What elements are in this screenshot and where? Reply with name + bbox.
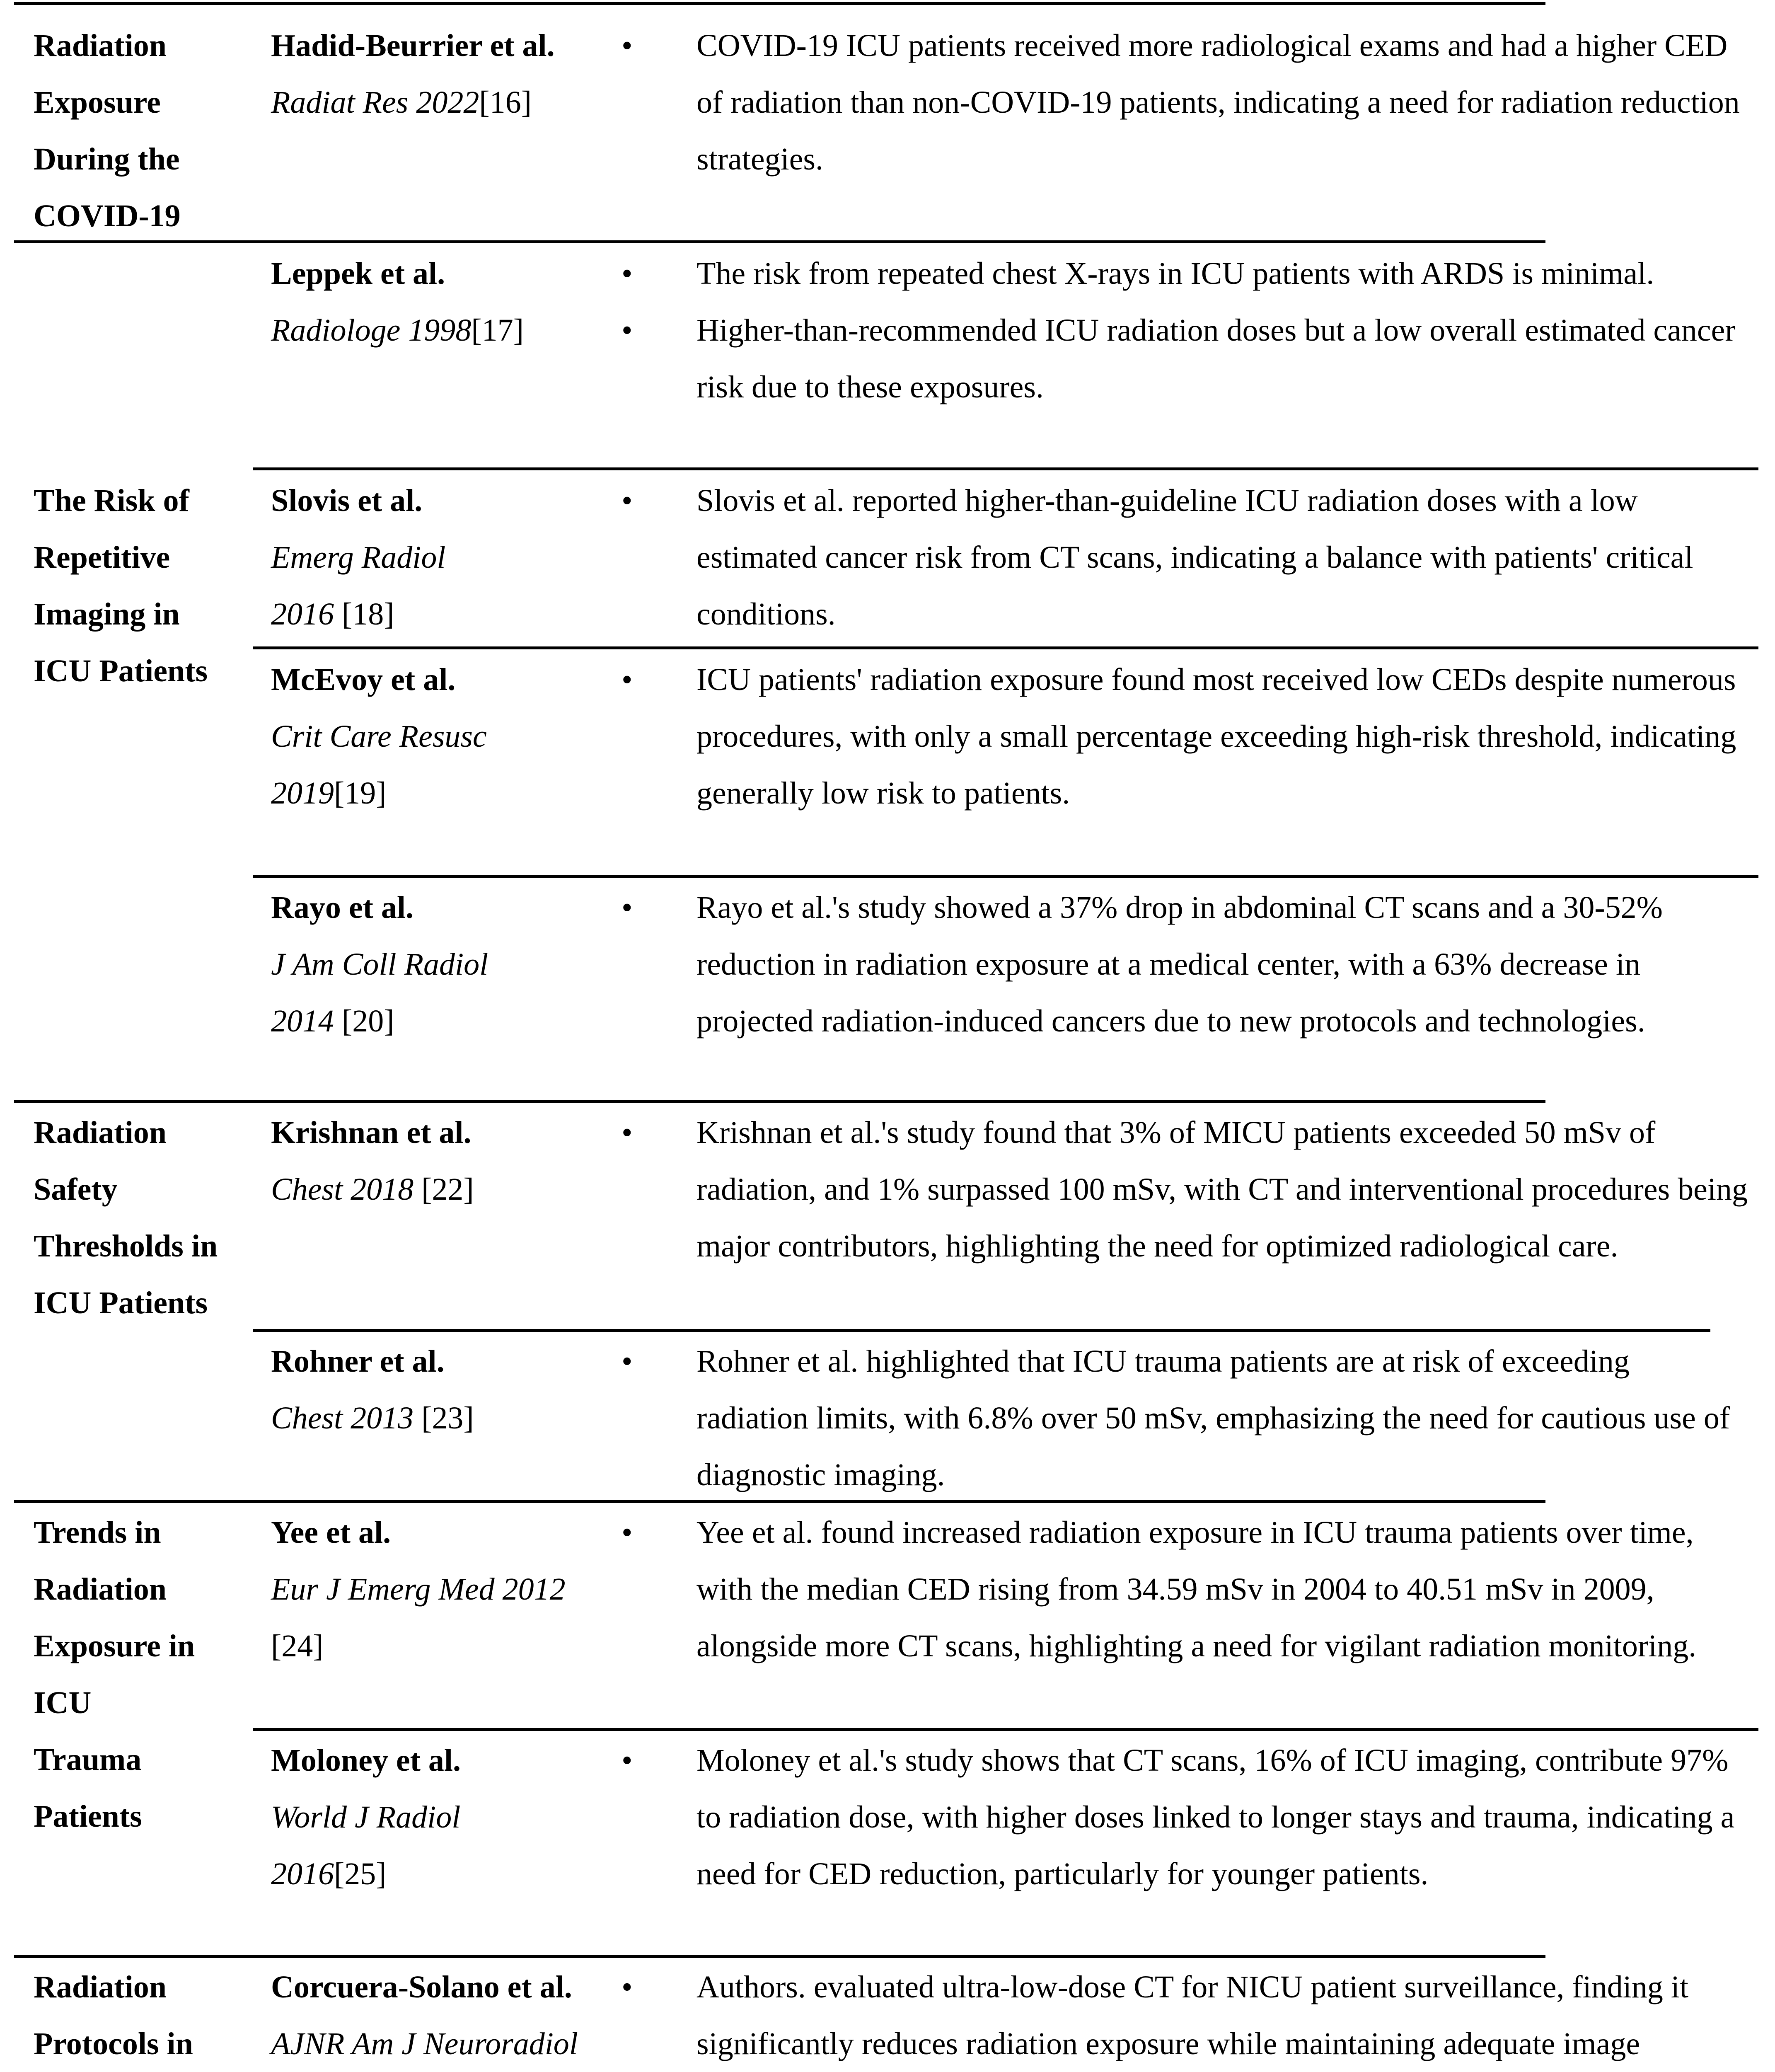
author-name: Leppek et al. [271,256,445,291]
citation-row-3 [271,651,561,822]
citation-row-7 [271,1504,602,1675]
journal-reference [271,1789,520,1903]
journal-title: Radiat Res 2022 [271,85,479,120]
reference-number: [23] [414,1401,474,1435]
author-name: Slovis et al. [271,483,423,518]
citation-row-8 [271,1732,520,1903]
bullet-icon: • [621,1115,633,1150]
bullet-icon: • [621,1743,633,1778]
findings-row-4 [621,879,1761,1050]
finding-item [621,1959,1699,2072]
journal-title: Chest 2013 [271,1401,414,1435]
findings-row-7 [621,1504,1699,1675]
finding-text: Authors. evaluated ultra-low-dose CT for NICU patient surveillance, finding it significantly reduces radiation exposure while maintaining adequate image [696,1970,1689,2061]
findings-row-3 [621,651,1748,822]
finding-item [621,879,1761,1050]
journal-title: Emerg Radiol 2016 [271,540,446,632]
finding-item [621,472,1748,643]
table-rule [14,240,1545,243]
table-rule [253,1728,1758,1731]
finding-item [621,651,1748,822]
findings-row-0 [621,17,1748,188]
reference-number: [17] [471,313,524,348]
journal-title: Radiologe 1998 [271,313,472,348]
topic-safety-thresholds: Radiation Safety Thresholds in ICU Patients [34,1115,218,1320]
author-name: McEvoy et al. [271,662,456,697]
bullet-icon: • [621,1344,633,1379]
bullet-icon: • [621,1970,633,2004]
journal-reference [271,1390,623,1447]
citation-row-2 [271,472,503,643]
finding-text: Moloney et al.'s study shows that CT scans, 16% of ICU imaging, contribute 97% to radiation dose, with higher doses linked to longer stays and trauma, indicating a need for CED reduction, particularly for younger patients. [696,1743,1735,1891]
finding-text: COVID-19 ICU patients received more radiological exams and had a higher CED of radiation than non-COVID-19 patients, indicating a need for radiation reduction strategies. [696,28,1740,177]
journal-reference [271,302,623,359]
bullet-icon: • [621,483,633,518]
journal-title: Eur J Emerg Med 2012 [271,1572,566,1607]
finding-text: Rohner et al. highlighted that ICU trauma patients are at risk of exceeding radiation limits, with 6.8% over 50 mSv, emphasizing the need for cautious use of diagnostic imaging. [696,1344,1730,1492]
findings-row-5 [621,1104,1748,1275]
bullet-icon: • [621,313,633,348]
citation-row-0 [271,17,623,131]
table-rule [253,646,1758,649]
table-rule [253,875,1758,878]
bullet-icon: • [621,890,633,925]
findings-row-9 [621,1959,1699,2072]
finding-item [621,1333,1748,1503]
author-name: Rohner et al. [271,1344,445,1379]
journal-title: Chest 2018 [271,1172,414,1207]
citation-row-5 [271,1104,623,1218]
table-rule-top [14,2,1545,5]
findings-row-1 [621,245,1748,416]
finding-item [621,17,1748,188]
reference-number: [19] [334,776,387,811]
finding-item [621,245,1748,302]
reference-number: [22] [414,1172,474,1207]
citation-row-1 [271,245,623,359]
findings-row-2 [621,472,1748,643]
journal-reference [271,1561,602,1675]
author-name: Yee et al. [271,1515,391,1550]
topic-covid: Radiation Exposure During the COVID-19 [34,28,181,233]
reference-number: [20] [334,1004,394,1038]
finding-text: ICU patients' radiation exposure found most received low CEDs despite numerous procedures, with only a small percentage exceeding high-risk threshold, indicating generally low risk to patients. [696,662,1736,811]
author-name: Rayo et al. [271,890,414,925]
reference-number: [24] [271,1629,324,1663]
bullet-icon: • [621,28,633,63]
author-name: Hadid-Beurrier et al. [271,28,555,63]
bullet-icon: • [621,256,633,291]
findings-row-8 [621,1732,1748,1903]
finding-text: Slovis et al. reported higher-than-guideline ICU radiation doses with a low estimated cancer risk from CT scans, indicating a balance with patients' critical conditions. [696,483,1693,632]
journal-reference [271,936,528,1050]
author-name: Moloney et al. [271,1743,461,1778]
table-rule [253,1329,1710,1332]
journal-title: J Am Coll Radiol 2014 [271,947,488,1038]
finding-item [621,1732,1748,1903]
citation-row-4 [271,879,528,1050]
table-rule [14,1955,1545,1958]
reference-number: [16] [479,85,532,120]
author-name: Krishnan et al. [271,1115,472,1150]
finding-text: Krishnan et al.'s study found that 3% of MICU patients exceeded 50 mSv of radiation, and 1% surpassed 100 mSv, with CT and interventional procedures being major contributors, highlighting the need for optimized radiological care. [696,1115,1748,1264]
citation-row-6 [271,1333,623,1447]
journal-reference [271,529,503,643]
table-rule [253,467,1758,470]
bullet-icon: • [621,662,633,697]
journal-title: Crit Care Resusc 2019 [271,719,487,811]
finding-item [621,1504,1699,1675]
journal-reference [271,2016,586,2072]
journal-reference [271,74,623,131]
finding-text: Higher-than-recommended ICU radiation doses but a low overall estimated cancer risk due to these exposures. [696,313,1736,404]
citation-row-9 [271,1959,586,2072]
reference-number: [18] [334,597,394,632]
journal-title: World J Radiol 2016 [271,1800,461,1891]
topic-trends: Trends in Radiation Exposure in ICU Trauma Patients [34,1515,195,1834]
journal-reference [271,1161,623,1218]
topic-repetitive-imaging: The Risk of Repetitive Imaging in ICU Patients [34,483,208,688]
journal-reference [271,708,561,822]
finding-item [621,1104,1748,1275]
finding-item [621,302,1748,416]
journal-title: AJNR Am J Neuroradiol [271,2026,578,2061]
table-rule [14,1100,1545,1103]
reference-number: [25] [334,1857,387,1891]
topic-neuro-protocols: Radiation Protocols in [34,1970,193,2061]
finding-text: Rayo et al.'s study showed a 37% drop in abdominal CT scans and a 30-52% reduction in radiation exposure at a medical center, with a 63% decrease in projected radiation-induced cancers due to new protocols and technologies. [696,890,1663,1038]
finding-text: The risk from repeated chest X-rays in ICU patients with ARDS is minimal. [696,256,1654,291]
author-name: Corcuera-Solano et al. [271,1970,572,2004]
finding-text: Yee et al. found increased radiation exposure in ICU trauma patients over time, with the median CED rising from 34.59 mSv in 2004 to 40.51 mSv in 2009, alongside more CT scans, highlighting a need for vigilant radiation monitoring. [696,1515,1697,1663]
bullet-icon: • [621,1515,633,1550]
findings-row-6 [621,1333,1748,1503]
